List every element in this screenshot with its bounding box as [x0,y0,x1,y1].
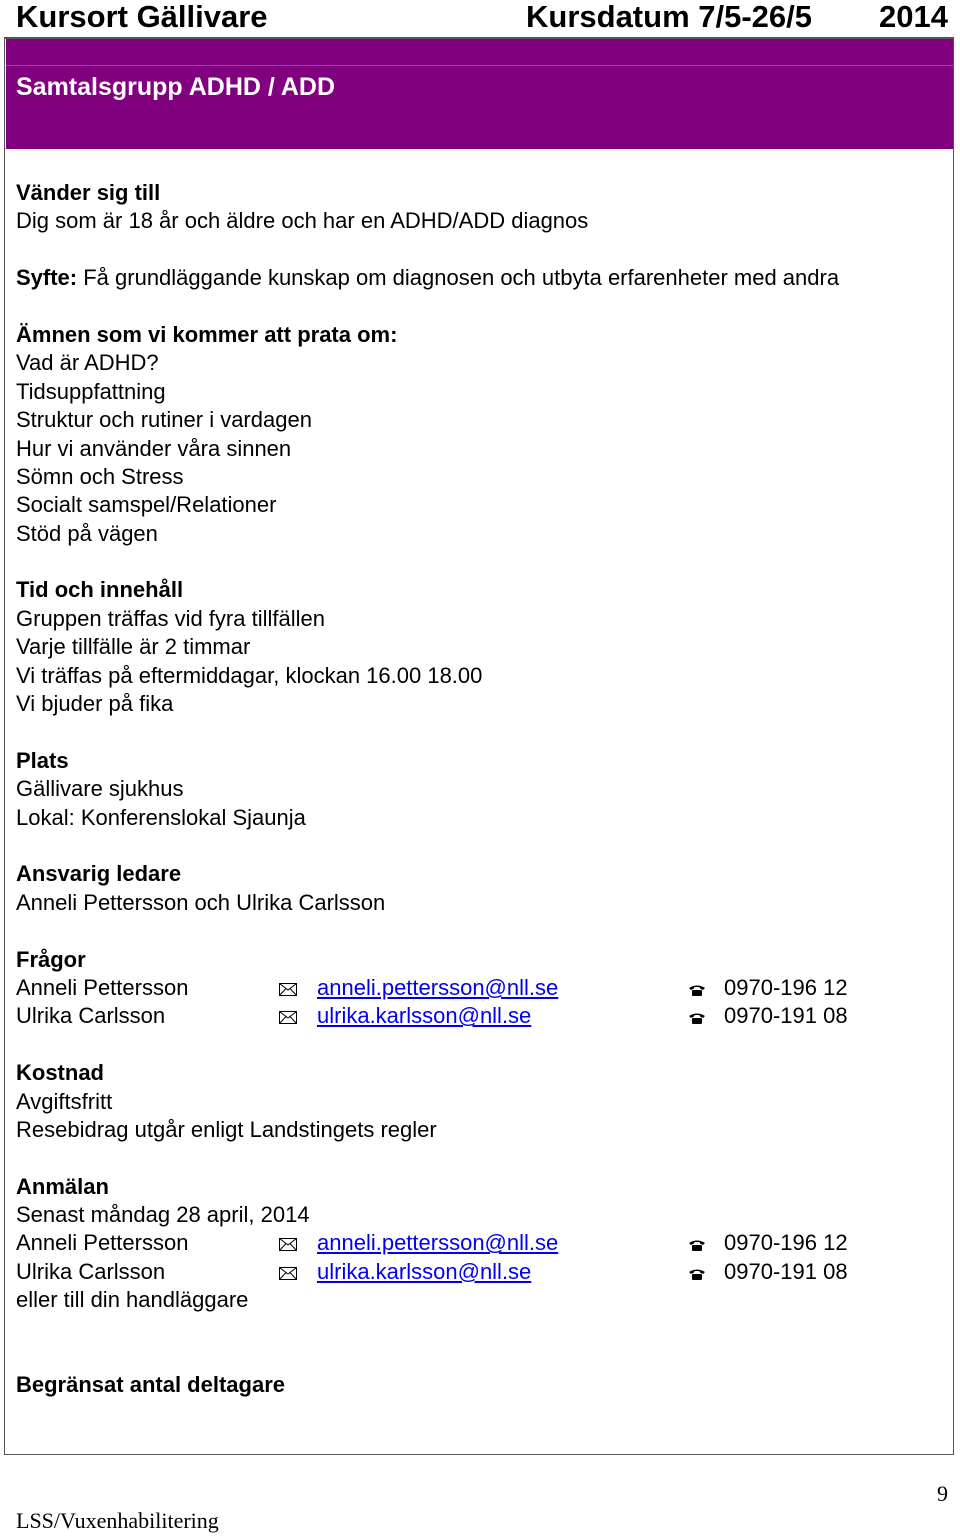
topic-item: Socialt samspel/Relationer [16,492,277,518]
contact-name: Anneli Pettersson [16,1230,189,1256]
leaders-text: Anneli Pettersson och Ulrika Carlsson [16,889,386,915]
section-text: Dig som är 18 år och äldre och har en ADHD/ADD diagnos [16,208,589,234]
section-registration [16,1173,946,1315]
cost-item: Avgiftsfritt [16,1088,113,1114]
section-heading: Ansvarig ledare [16,861,182,887]
section-heading: Frågor [16,946,86,972]
section-cost [16,1059,946,1144]
place-item: Lokal: Konferenslokal Sjaunja [16,804,306,830]
contact-email-link[interactable]: ulrika.karlsson@nll.se [317,1003,532,1029]
purpose-label: Syfte: [16,265,78,291]
section-time [16,576,946,718]
topic-item: Tidsuppfattning [16,378,166,404]
contact-row [16,1258,946,1286]
contact-phone: 0970-191 08 [724,1003,848,1029]
telephone-icon [688,1268,706,1280]
contact-email-link[interactable]: anneli.pettersson@nll.se [317,974,559,1000]
telephone-icon [688,1012,706,1024]
banner-divider [6,65,953,66]
course-dates: Kursdatum 7/5-26/5 [526,0,812,34]
contact-name: Anneli Pettersson [16,974,189,1000]
section-heading: Vänder sig till [16,180,161,205]
page-number: 9 [937,1481,948,1506]
topic-item: Vad är ADHD? [16,350,159,376]
section-questions [16,946,946,1031]
course-year: 2014 [879,0,948,34]
page-title: Samtalsgrupp ADHD / ADD [16,73,336,101]
telephone-icon [688,1239,706,1251]
contact-row [16,974,946,1002]
contact-email-link[interactable]: ulrika.karlsson@nll.se [317,1258,532,1284]
section-heading: Tid och innehåll [16,577,184,603]
registration-deadline: Senast måndag 28 april, 2014 [16,1202,310,1228]
section-heading: Anmälan [16,1173,109,1199]
section-target-group [16,179,946,236]
telephone-icon [688,984,706,996]
envelope-icon [279,1267,297,1280]
time-item: Varje tillfälle är 2 timmar [16,634,251,660]
section-heading: Kostnad [16,1060,104,1086]
contact-phone: 0970-196 12 [724,1230,848,1256]
document-header [16,0,948,34]
topic-item: Hur vi använder våra sinnen [16,435,292,461]
time-item: Vi bjuder på fika [16,691,174,717]
contact-row [16,1229,946,1257]
contact-phone: 0970-191 08 [724,1258,848,1284]
section-heading: Plats [16,747,69,773]
registration-note: eller till din handläggare [16,1287,249,1313]
contact-phone: 0970-196 12 [724,974,848,1000]
envelope-icon [279,1011,297,1024]
topic-item: Struktur och rutiner i vardagen [16,407,312,433]
limited-participants-note: Begränsat antal deltagare [16,1372,285,1398]
contact-row [16,1002,946,1030]
document-body [16,179,946,1400]
section-heading: Ämnen som vi kommer att prata om: [16,321,398,347]
time-item: Vi träffas på eftermiddagar, klockan 16.00 18.00 [16,662,483,688]
title-banner [6,39,953,149]
purpose-text: Få grundläggande kunskap om diagnosen och utbyta erfarenheter med andra [77,265,840,291]
contact-name: Ulrika Carlsson [16,1003,166,1029]
section-leaders [16,860,946,917]
section-purpose [16,264,946,292]
contact-name: Ulrika Carlsson [16,1258,166,1284]
section-place [16,747,946,832]
course-location: Kursort Gällivare [16,0,268,34]
cost-item: Resebidrag utgår enligt Landstingets regler [16,1116,437,1142]
contact-email-link[interactable]: anneli.pettersson@nll.se [317,1230,559,1256]
section-topics [16,321,946,548]
topic-item: Stöd på vägen [16,520,158,546]
footer-organization: LSS/Vuxenhabilitering [16,1508,219,1533]
time-item: Gruppen träffas vid fyra tillfällen [16,605,325,631]
envelope-icon [279,1238,297,1251]
topic-item: Sömn och Stress [16,463,184,489]
envelope-icon [279,983,297,996]
place-item: Gällivare sjukhus [16,776,184,802]
